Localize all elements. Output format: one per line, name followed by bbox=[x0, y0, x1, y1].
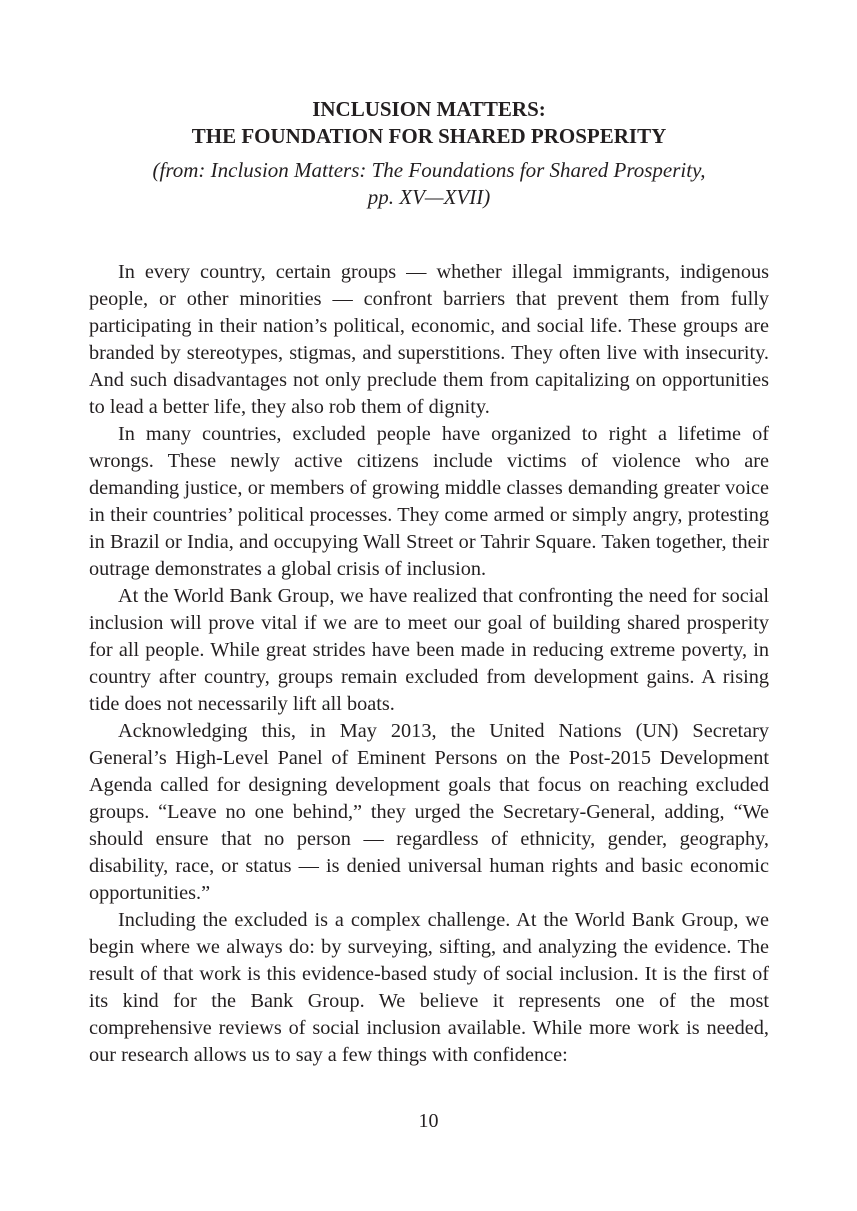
paragraph-1: In every country, certain groups — whether illegal immigrants, indigenous people, or other minorities — confront barriers that prevent them from fully participating in their nation’s political, economic, and social life. These groups are branded by stereotypes, stigmas, and superstitions. They often live with insecurity. And such disadvantages not only preclude them from capitalizing on opportunities to lead a better life, they also rob them of dignity. bbox=[89, 261, 769, 418]
title-line-1: INCLUSION MATTERS: bbox=[312, 97, 546, 121]
document-page bbox=[89, 96, 769, 1069]
source-line-1: (from: Inclusion Matters: The Foundations for Shared Prosperity, bbox=[152, 158, 706, 182]
paragraph-5: Including the excluded is a complex challenge. At the World Bank Group, we begin where we always do: by surveying, sifting, and analyzing the evidence. The result of that work is this evidence-based study of social inclusion. It is the first of its kind for the Bank Group. We believe it represents one of the most comprehensive reviews of social inclusion available. While more work is needed, our research allows us to say a few things with confidence: bbox=[89, 909, 769, 1066]
page-number: 10 bbox=[418, 1110, 439, 1132]
paragraph-4: Acknowledging this, in May 2013, the United Nations (UN) Secretary General’s High-Level Panel of Eminent Persons on the Post-2015 Development Agenda called for designing development goals that focus on reaching excluded groups. “Leave no one behind,” they urged the Secretary-General, adding, “We should ensure that no person — regardless of ethnicity, gender, geography, disability, race, or status — is denied universal human rights and basic economic opportunities.” bbox=[89, 720, 769, 904]
source-citation bbox=[89, 157, 769, 211]
paragraph-2: In many countries, excluded people have organized to right a lifetime of wrongs. These newly active citizens include victims of violence who are demanding justice, or members of growing middle classes demanding greater voice in their countries’ political processes. They come armed or simply angry, protesting in Brazil or India, and occupying Wall Street or Tahrir Square. Taken together, their outrage demonstrates a global crisis of inclusion. bbox=[89, 423, 769, 580]
paragraph-3: At the World Bank Group, we have realized that confronting the need for social inclusion will prove vital if we are to meet our goal of building shared prosperity for all people. While great strides have been made in reducing extreme poverty, in country after country, groups remain excluded from development gains. A rising tide does not necessarily lift all boats. bbox=[89, 585, 769, 715]
source-line-2: pp. XV—XVII) bbox=[367, 185, 491, 209]
title-line-2: THE FOUNDATION FOR SHARED PROSPERITY bbox=[191, 124, 667, 148]
body-text bbox=[89, 259, 769, 1069]
page-title bbox=[89, 96, 769, 150]
